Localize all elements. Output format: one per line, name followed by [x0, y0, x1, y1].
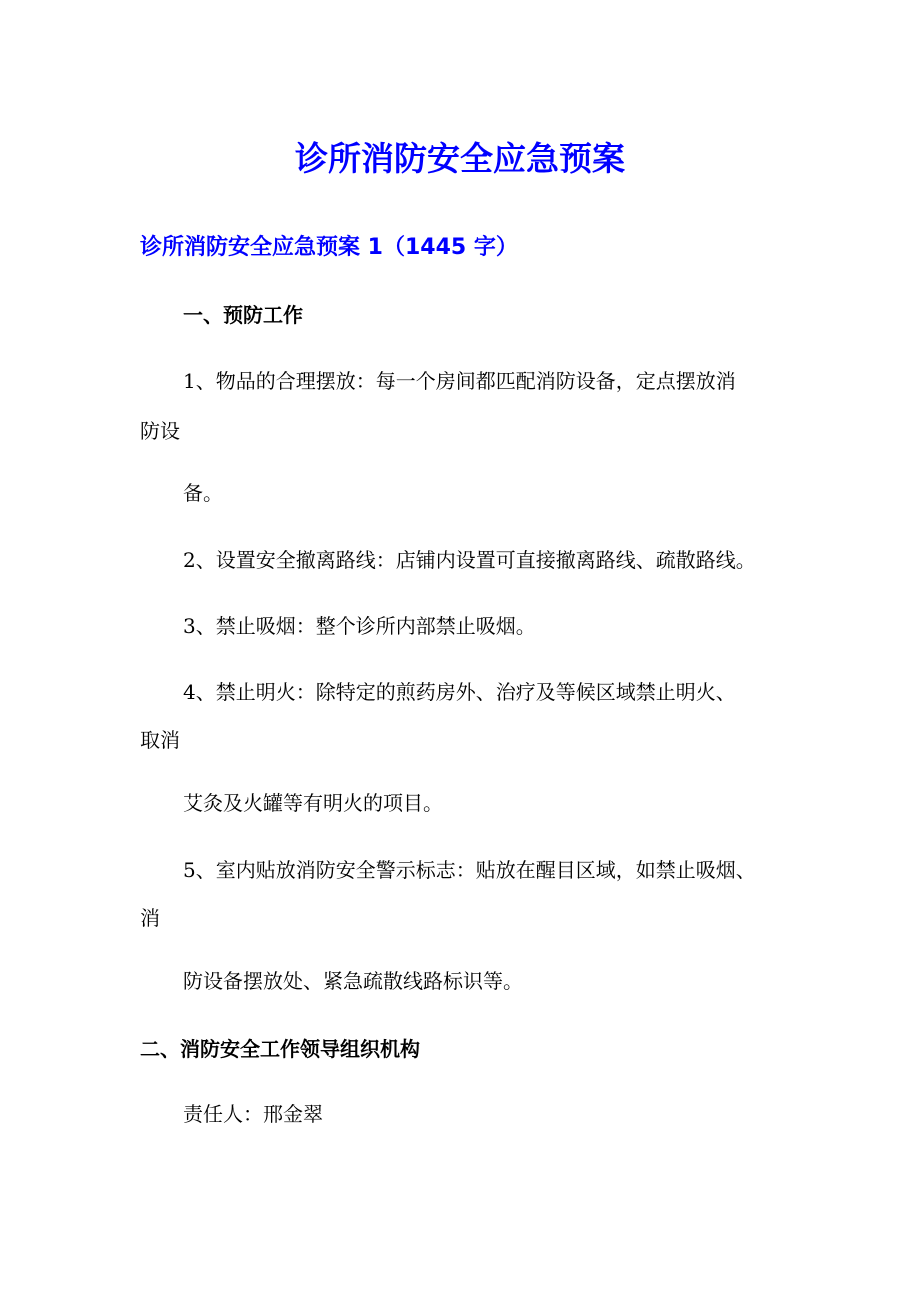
- paragraph-line: 4、禁止明火：除特定的煎药房外、治疗及等候区域禁止明火、: [183, 680, 736, 704]
- heading-fire-safety-leadership: 二、消防安全工作领导组织机构: [140, 1037, 420, 1061]
- paragraph-line: 防设备摆放处、紧急疏散线路标识等。: [183, 969, 523, 993]
- paragraph-line: 3、禁止吸烟：整个诊所内部禁止吸烟。: [183, 614, 536, 638]
- paragraph-line: 取消: [140, 728, 180, 752]
- paragraph-line: 备。: [183, 481, 223, 505]
- paragraph-line: 消: [140, 906, 160, 930]
- heading-prevention-work: 一、预防工作: [183, 303, 303, 327]
- document-title: 诊所消防安全应急预案: [295, 139, 625, 178]
- paragraph-line: 2、设置安全撤离路线：店铺内设置可直接撤离路线、疏散路线。: [183, 548, 756, 572]
- paragraph-line: 艾灸及火罐等有明火的项目。: [183, 791, 443, 815]
- paragraph-line: 1、物品的合理摆放：每一个房间都匹配消防设备，定点摆放消: [183, 369, 736, 393]
- paragraph-line: 防设: [140, 419, 180, 443]
- section-title: 诊所消防安全应急预案 1（1445 字）: [140, 235, 518, 260]
- paragraph-line: 5、室内贴放消防安全警示标志：贴放在醒目区域，如禁止吸烟、: [183, 858, 756, 882]
- responsible-person-line: 责任人：邢金翠: [183, 1102, 323, 1126]
